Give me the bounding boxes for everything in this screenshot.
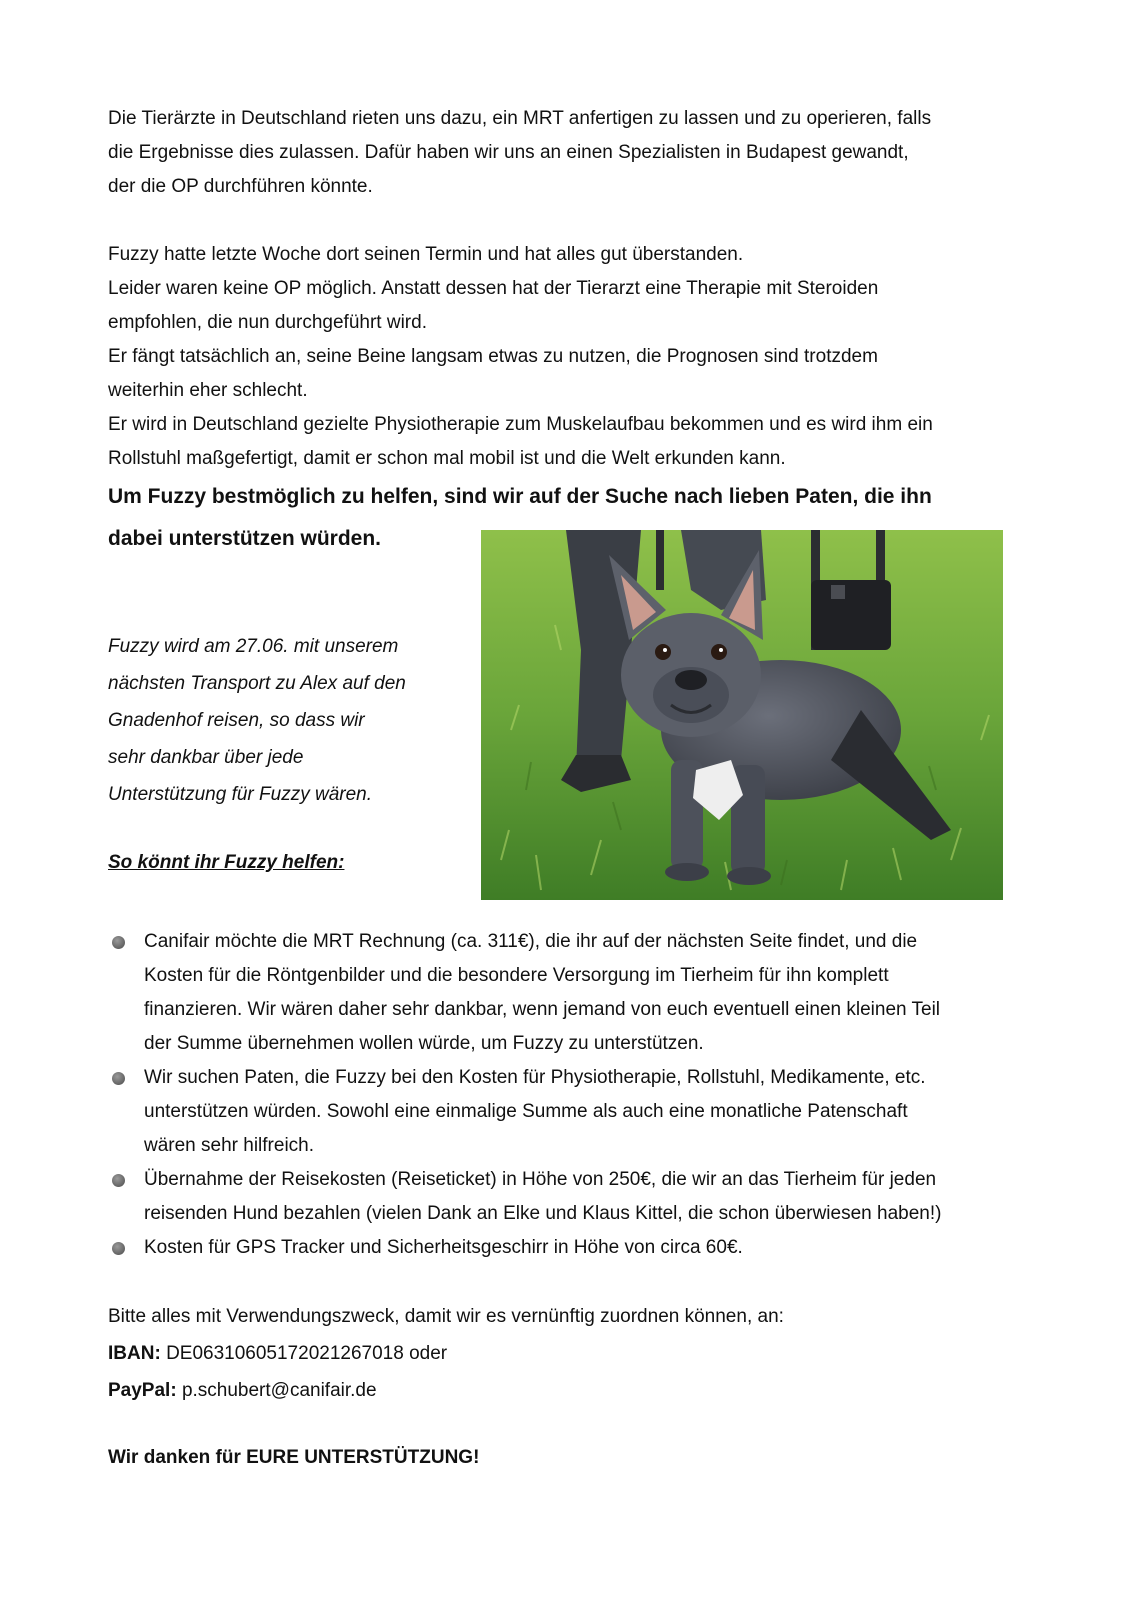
list-item [108,925,1038,1061]
bullet-icon [112,1072,125,1085]
text-line: unterstützen würden. Sowohl eine einmalige Summe als auch eine monatliche Patenschaft [144,1101,908,1122]
text-line: Fuzzy wird am 27.06. mit unserem [108,636,399,657]
text-line: finanzieren. Wir wären daher sehr dankbar, wenn jemand von euch eventuell einen kleinen Teil [144,999,941,1020]
iban-line [108,1335,1038,1372]
paragraph-update [108,238,1038,476]
text-line: Canifair möchte die MRT Rechnung (ca. 311€), die ihr auf der nächsten Seite findet, und die [144,931,918,952]
iban-value: DE06310605172021267018 oder [166,1343,448,1364]
text-line: die Ergebnisse dies zulassen. Dafür haben wir uns an einen Spezialisten in Budapest gewandt, [108,142,909,163]
bullet-icon [112,1242,125,1255]
transport-paragraph [108,628,458,813]
bullet-icon [112,936,125,949]
text-line: der die OP durchführen könnte. [108,176,373,197]
text-line: der Summe übernehmen wollen würde, um Fuzzy zu unterstützen. [144,1033,704,1054]
help-heading: So könnt ihr Fuzzy helfen: [108,852,345,873]
text-line: Die Tierärzte in Deutschland rieten uns dazu, ein MRT anfertigen zu lassen und zu operieren, falls [108,108,932,129]
iban-label: IBAN: [108,1343,161,1364]
paragraph-mrt [108,102,1038,204]
text-line: Übernahme der Reisekosten (Reiseticket) in Höhe von 250€, die wir an das Tierheim für jeden [144,1169,937,1190]
payment-intro: Bitte alles mit Verwendungszweck, damit wir es vernünftig zuordnen können, an: [108,1306,784,1327]
list-item [108,1061,1038,1163]
bullet-icon [112,1174,125,1187]
text-line: weiterhin eher schlecht. [108,380,308,401]
text-line: Fuzzy hatte letzte Woche dort seinen Termin und hat alles gut überstanden. [108,244,744,265]
text-line: sehr dankbar über jede [108,747,304,768]
text-line: empfohlen, die nun durchgeführt wird. [108,312,427,333]
paypal-label: PayPal: [108,1380,177,1401]
paypal-line [108,1372,1038,1409]
dog-photo [481,530,1003,900]
text-line: Er wird in Deutschland gezielte Physiotherapie zum Muskelaufbau bekommen und es wird ihm ein [108,414,933,435]
lead-line: Um Fuzzy bestmöglich zu helfen, sind wir auf der Suche nach lieben Paten, die ihn [108,485,932,508]
text-line: Rollstuhl maßgefertigt, damit er schon mal mobil ist und die Welt erkunden kann. [108,448,786,469]
text-line: Gnadenhof reisen, so dass wir [108,710,365,731]
help-list [108,925,1038,1265]
paypal-value: p.schubert@canifair.de [181,1380,377,1401]
text-line: wären sehr hilfreich. [144,1135,315,1156]
text-line: reisenden Hund bezahlen (vielen Dank an Elke und Klaus Kittel, die schon überwiesen haben!) [144,1203,942,1224]
list-item [108,1231,1038,1265]
payment-info [108,1298,1038,1409]
list-item [108,1163,1038,1231]
text-line: Wir suchen Paten, die Fuzzy bei den Kosten für Physiotherapie, Rollstuhl, Medikamente, etc. [144,1067,926,1088]
lead-line: dabei unterstützen würden. [108,527,382,550]
text-line: Kosten für die Röntgenbilder und die besondere Versorgung im Tierheim für ihn komplett [144,965,889,986]
text-line: Unterstützung für Fuzzy wären. [108,784,372,805]
text-line: Er fängt tatsächlich an, seine Beine langsam etwas zu nutzen, die Prognosen sind trotzdem [108,346,878,367]
text-line: Kosten für GPS Tracker und Sicherheitsgeschirr in Höhe von circa 60€. [144,1237,743,1258]
text-line: nächsten Transport zu Alex auf den [108,673,406,694]
text-line: Leider waren keine OP möglich. Anstatt dessen hat der Tierarzt eine Therapie mit Steroiden [108,278,879,299]
thanks-note: Wir danken für EURE UNTERSTÜTZUNG! [108,1447,480,1468]
